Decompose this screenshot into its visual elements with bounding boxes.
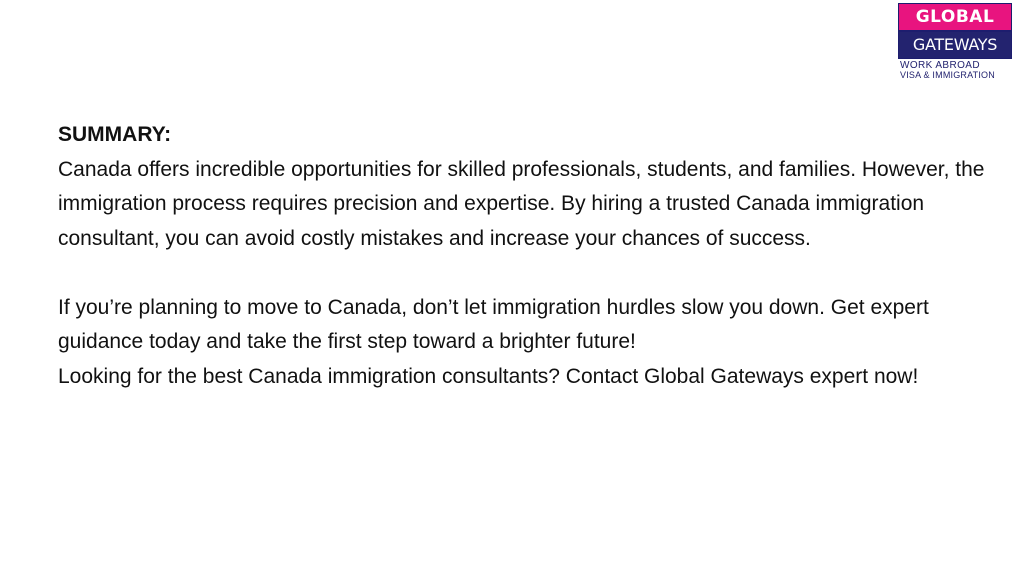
logo-gateways-text: GATEWAYS (898, 31, 1012, 59)
global-gateways-logo (898, 3, 1012, 80)
logo-global-text: GLOBAL (898, 3, 1012, 31)
logo-tagline-visa-immigration: VISA & IMMIGRATION (900, 70, 995, 80)
summary-paragraph-1: Canada offers incredible opportunities for skilled professionals, students, and families. However, the immigration process requires precision and expertise. By hiring a trusted Canada immigration consultant, you can avoid costly mistakes and increase your chances of success. (58, 157, 985, 250)
summary-heading: SUMMARY: (58, 123, 172, 146)
summary-paragraph-2: If you’re planning to move to Canada, don’t let immigration hurdles slow you down. Get expert guidance today and take the first step toward a brighter future! (58, 295, 929, 353)
paragraph-spacer (58, 256, 1008, 291)
logo-tagline-work-abroad: WORK ABROAD (900, 60, 980, 71)
summary-paragraph-3: Looking for the best Canada immigration consultants? Contact Global Gateways expert now! (58, 364, 919, 388)
summary-section (58, 118, 1008, 394)
